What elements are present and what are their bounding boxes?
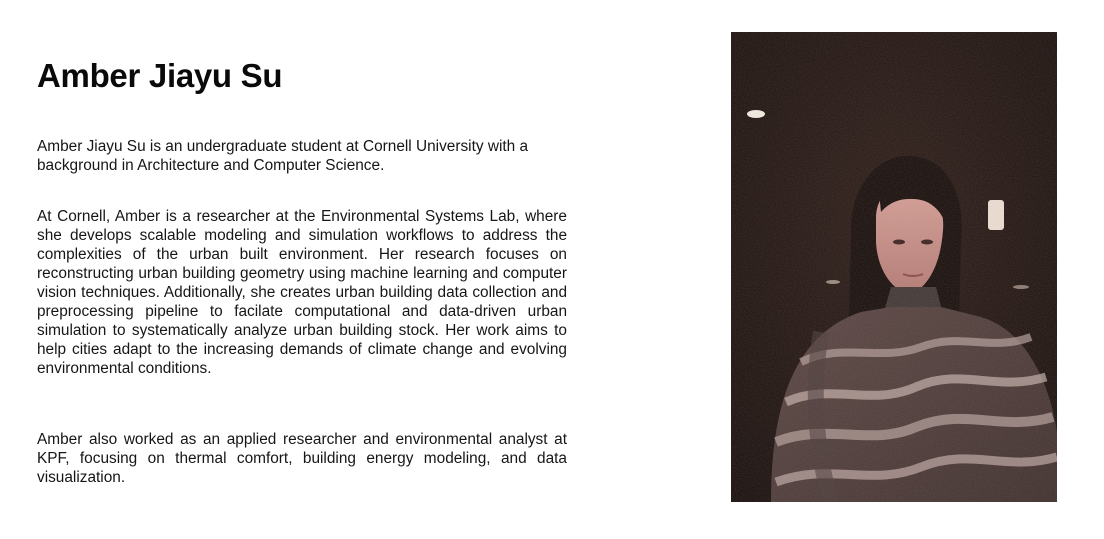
- bio-paragraph-experience: Amber also worked as an applied researcher and environmental analyst at KPF, focusing on thermal comfort, building energy modeling, and data visualization.: [37, 431, 567, 486]
- bio-section: [37, 54, 567, 486]
- bio-paragraph-intro: Amber Jiayu Su is an undergraduate student at Cornell University with a background in Architecture and Computer Science.: [37, 138, 529, 174]
- page-title: Amber Jiayu Su: [37, 57, 283, 94]
- portrait-photo: [731, 32, 1057, 502]
- bio-paragraph-research: At Cornell, Amber is a researcher at the Environmental Systems Lab, where she develops scalable modeling and simulation workflows to address the complexities of the urban built environment. Her research focuses on reconstructing urban building geometry using machine learning and computer vision techniques. Additionally, she creates urban building data collection and preprocessing pipeline to facilate computational and data-driven urban simulation to systematically analyze urban building stock. Her work aims to help cities adapt to the increasing demands of climate change and evolving environmental conditions.: [37, 208, 567, 377]
